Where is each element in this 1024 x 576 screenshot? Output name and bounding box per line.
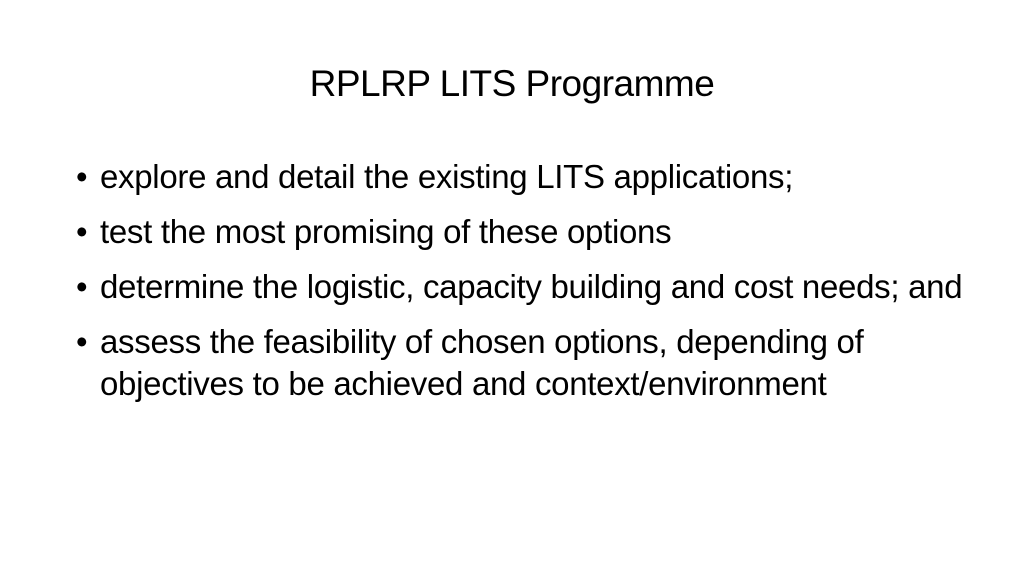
bullet-item bbox=[76, 266, 976, 308]
bullet-marker: • bbox=[76, 213, 88, 250]
bullet-text: test the most promising of these options bbox=[100, 213, 672, 250]
bullet-list bbox=[76, 156, 976, 418]
bullet-marker: • bbox=[76, 323, 88, 360]
slide-title: RPLRP LITS Programme bbox=[309, 63, 715, 104]
bullet-item bbox=[76, 211, 976, 253]
bullet-text: determine the logistic, capacity building and cost needs; and bbox=[100, 268, 963, 305]
bullet-text: explore and detail the existing LITS applications; bbox=[100, 158, 794, 195]
bullet-text: assess the feasibility of chosen options, depending of objectives to be achieved and context/environment bbox=[100, 323, 864, 402]
bullet-marker: • bbox=[76, 158, 88, 195]
bullet-item bbox=[76, 321, 976, 405]
bullet-item bbox=[76, 156, 976, 198]
bullet-marker: • bbox=[76, 268, 88, 305]
